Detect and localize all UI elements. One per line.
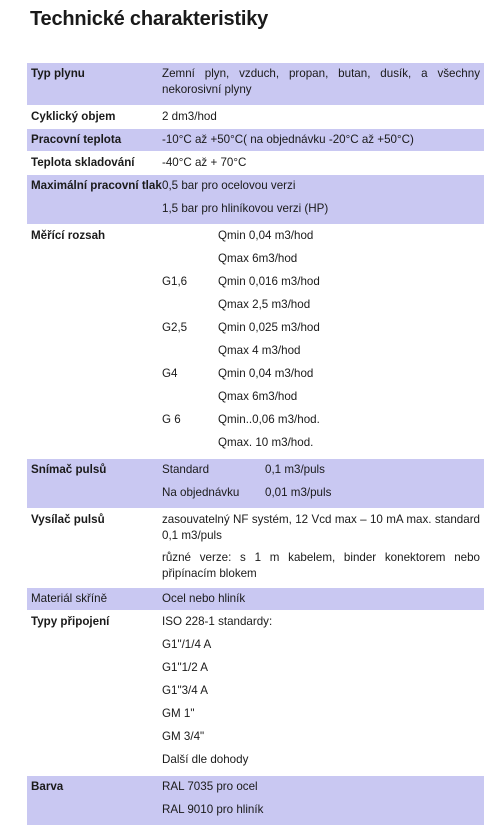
characteristics-table [27, 63, 484, 825]
row-housing-material [27, 588, 484, 610]
row-pulse-transmitter [27, 509, 484, 587]
meter-size: G1,6 [162, 275, 188, 288]
row-storage-temp [27, 152, 484, 174]
row-pulse-sensor [27, 459, 484, 508]
flow-value: Qmax 6m3/hod [218, 252, 298, 265]
flow-value: Qmax 6m3/hod [218, 390, 298, 403]
flow-value: Qmin..0,06 m3/hod. [218, 413, 320, 426]
range-entry [162, 412, 480, 435]
row-value [162, 175, 484, 224]
row-connection-types [27, 611, 484, 775]
row-label: Pracovní teplota [31, 133, 122, 146]
row-label: Maximální pracovní tlak [31, 179, 162, 192]
row-label: Barva [31, 780, 64, 793]
row-value: 2 dm3/hod [162, 110, 217, 123]
row-label: Materiál skříně [31, 592, 108, 605]
value-line: RAL 7035 pro ocel [162, 780, 258, 793]
meter-size: G2,5 [162, 321, 188, 334]
pulse-value: 0,01 m3/puls [265, 486, 332, 499]
value-line: GM 1" [162, 707, 195, 720]
row-cyclic-volume [27, 106, 484, 128]
value-line: 1,5 bar pro hliníkovou verzi (HP) [162, 202, 329, 215]
row-measuring-range [27, 225, 484, 458]
range-entry [162, 274, 480, 297]
row-label: Typy připojení [31, 615, 110, 628]
row-value [162, 459, 484, 508]
range-entry [162, 435, 480, 455]
row-value [162, 225, 484, 458]
range-entry [162, 228, 480, 251]
row-label: Měřící rozsah [31, 229, 106, 242]
flow-value: Qmin 0,016 m3/hod [218, 275, 320, 288]
range-entry [162, 343, 480, 366]
row-color [27, 776, 484, 825]
page-title: Technické charakteristiky [30, 8, 269, 30]
pulse-entry [162, 485, 480, 505]
value-line: GM 3/4" [162, 730, 205, 743]
value-paragraph: různé verze: s 1 m kabelem, binder konektorem nebo připínacím blokem [162, 551, 480, 580]
row-label: Snímač pulsů [31, 463, 107, 476]
value-line: Další dle dohody [162, 753, 249, 766]
range-entry [162, 251, 480, 274]
value-line: G1"1/2 A [162, 661, 209, 674]
meter-size: G 6 [162, 413, 181, 426]
row-gas-type [27, 63, 484, 105]
row-label: Typ plynu [31, 67, 85, 80]
value-line: ISO 228-1 standardy: [162, 615, 273, 628]
value-line: G1"3/4 A [162, 684, 209, 697]
value-line: G1"/1/4 A [162, 638, 212, 651]
range-entry [162, 320, 480, 343]
row-value: -40°C až + 70°C [162, 156, 247, 169]
row-value: -10°C až +50°C( na objednávku -20°C až +50°C) [162, 133, 414, 146]
pulse-value: 0,1 m3/puls [265, 463, 325, 476]
row-label: Vysílač pulsů [31, 513, 105, 526]
row-label: Teplota skladování [31, 156, 135, 169]
meter-size: G4 [162, 367, 178, 380]
row-value: Zemní plyn, vzduch, propan, butan, dusík, a všechny nekorosivní plyny [162, 67, 480, 96]
flow-value: Qmin 0,04 m3/hod [218, 367, 314, 380]
range-entry [162, 366, 480, 389]
flow-value: Qmax. 10 m3/hod. [218, 436, 314, 449]
pulse-variant: Standard [162, 463, 210, 476]
flow-value: Qmin 0,025 m3/hod [218, 321, 320, 334]
row-value [162, 776, 484, 825]
row-value: Ocel nebo hliník [162, 592, 246, 605]
flow-value: Qmin 0,04 m3/hod [218, 229, 314, 242]
row-value [162, 509, 484, 587]
flow-value: Qmax 2,5 m3/hod [218, 298, 311, 311]
pulse-entry [162, 462, 480, 485]
range-entry [162, 389, 480, 412]
row-operating-temp [27, 129, 484, 151]
row-label: Cyklický objem [31, 110, 116, 123]
value-line: 0,5 bar pro ocelovou verzi [162, 179, 296, 192]
row-max-pressure [27, 175, 484, 224]
pulse-variant: Na objednávku [162, 486, 240, 499]
flow-value: Qmax 4 m3/hod [218, 344, 301, 357]
row-value [162, 611, 484, 775]
range-entry [162, 297, 480, 320]
value-paragraph: zasouvatelný NF systém, 12 Vcd max – 10 mA max. standard 0,1 m3/puls [162, 513, 480, 542]
value-line: RAL 9010 pro hliník [162, 803, 264, 816]
